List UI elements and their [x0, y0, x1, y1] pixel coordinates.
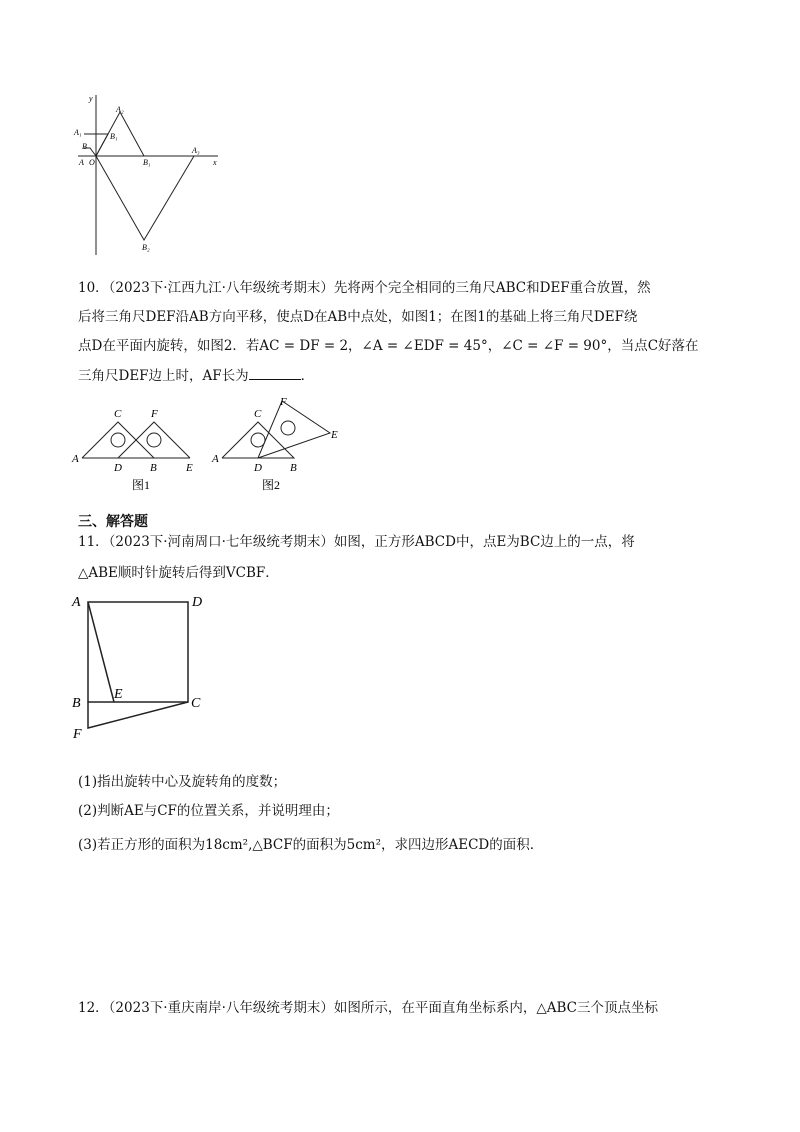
q10-line4-text: 三角尺DEF边上时，AF长为 [78, 368, 249, 384]
figure-1 [70, 400, 210, 495]
triangle-abc-1 [82, 422, 154, 458]
circle-hole-3 [251, 433, 265, 447]
label-o: O [89, 158, 95, 167]
fig2-label-d: D [254, 462, 262, 474]
triangle-b2 [96, 156, 194, 240]
triangle-abc-2 [222, 422, 294, 458]
fig2-label-b: B [290, 462, 297, 474]
fig1-label-e: E [186, 462, 193, 474]
q11-part1: (1)指出旋转中心及旋转角的度数； [78, 774, 287, 790]
fig2-caption: 图2 [262, 478, 281, 492]
coordinate-figure [70, 90, 230, 260]
fig1-label-c: C [114, 408, 122, 420]
q10-line3: 点D在平面内旋转，如图2．若AC = DF = 2，∠A = ∠EDF = 45°，∠C = ∠F = 90°，当点C好落在 [78, 338, 699, 354]
fig2-label-a: A [212, 453, 219, 465]
q11-part3: (3)若正方形的面积为18cm²,△BCF的面积为5cm²，求四边形AECD的面积． [78, 837, 544, 853]
fig1-label-a: A [72, 453, 79, 465]
fig2-label-f: F [280, 396, 287, 408]
triangle-def-1 [118, 422, 190, 458]
circle-hole-4 [281, 421, 295, 435]
sq-label-b: B [72, 696, 81, 711]
triangle-def-2 [258, 401, 330, 458]
segment-ae [88, 602, 114, 702]
q10-line1: 10．（2023下·江西九江·八年级统考期末）先将两个完全相同的三角尺ABC和DEF重合放置，然 [78, 280, 651, 296]
square-abcd [88, 602, 188, 702]
q10-line4-end: ． [300, 368, 315, 384]
fig1-label-b: B [150, 462, 157, 474]
label-b: B [82, 142, 87, 151]
q10-line4 [78, 365, 314, 386]
label-y: y [89, 94, 93, 103]
fig2-label-e: E [331, 429, 338, 441]
label-a3: A₃ [192, 146, 200, 155]
sq-label-d: D [192, 595, 203, 610]
circle-hole-1 [111, 433, 125, 447]
sq-label-c: C [191, 696, 201, 711]
label-b1-top: B₁ [110, 132, 118, 141]
q11-part2: (2)判断AE与CF的位置关系，并说明理由； [78, 803, 339, 819]
label-a2: A₂ [116, 105, 124, 114]
q12-line1: 12．（2023下·重庆南岸·八年级统考期末）如图所示，在平面直角坐标系内，△ABC三个顶点坐标 [78, 1000, 658, 1016]
sq-label-a: A [72, 595, 81, 610]
label-b2: B₂ [142, 243, 150, 252]
fig1-caption: 图1 [132, 478, 151, 492]
figure-2 [210, 395, 350, 495]
circle-hole-2 [147, 433, 161, 447]
q11-line2: △ABE顺时针旋转后得到VCBF． [78, 565, 279, 581]
sq-label-e: E [114, 687, 123, 702]
square-figure [68, 588, 218, 748]
answer-blank[interactable] [249, 365, 301, 380]
triangle-cbf [88, 702, 188, 728]
label-a1: A₁ [74, 128, 82, 137]
label-x: x [213, 158, 217, 167]
q11-line1: 11．（2023下·河南周口·七年级统考期末）如图，正方形ABCD中，点E为BC边上的一点，将 [78, 534, 635, 550]
fig1-label-d: D [114, 462, 122, 474]
label-b1: B₁ [143, 158, 151, 167]
fig2-label-c: C [254, 408, 262, 420]
q10-line2: 后将三角尺DEF沿AB方向平移，使点D在AB中点处，如图1；在图1的基础上将三角尺DEF绕 [78, 309, 638, 325]
fig1-label-f: F [151, 408, 158, 420]
section-title: 三、解答题 [78, 514, 148, 530]
label-a: A [79, 158, 84, 167]
sq-label-f: F [73, 727, 82, 742]
